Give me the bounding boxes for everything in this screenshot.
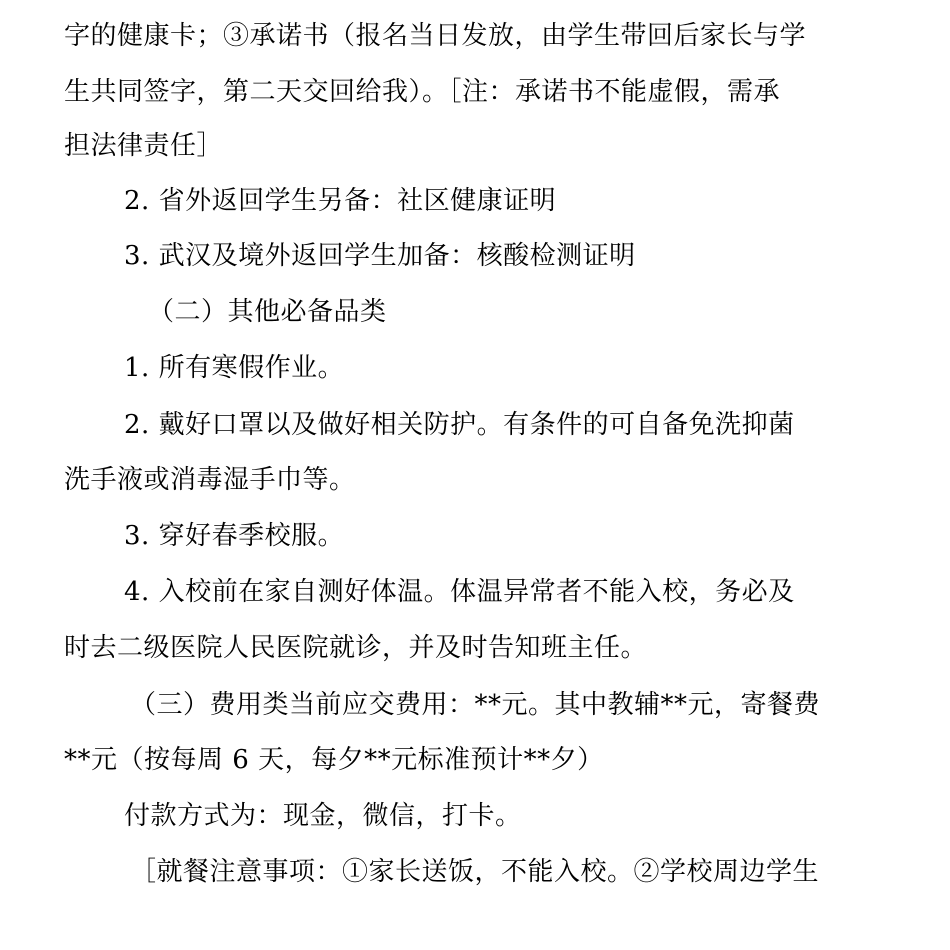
text-line-15: 付款方式为：现金，微信，打卡。	[124, 801, 522, 831]
text-line-7: 1. 所有寒假作业。	[124, 353, 345, 383]
text-line-10: 3. 穿好春季校服。	[124, 521, 345, 551]
text-line-1: 字的健康卡；③承诺书（报名当日发放，由学生带回后家长与学	[64, 21, 807, 51]
section-heading-fees: （三）费用类当前应交费用：**元。其中教辅**元，寄餐费	[130, 690, 821, 720]
text-line-5: 3. 武汉及境外返回学生加备：核酸检测证明	[124, 241, 636, 271]
section-heading-other-items: （二）其他必备品类	[148, 297, 387, 327]
text-line-9: 洗手液或消毒湿手巾等。	[64, 465, 356, 495]
text-line-8: 2. 戴好口罩以及做好相关防护。有条件的可自备免洗抑菌	[124, 410, 795, 440]
text-line-12: 时去二级医院人民医院就诊，并及时告知班主任。	[64, 633, 648, 663]
text-line-2: 生共同签字，第二天交回给我）。［注：承诺书不能虚假，需承	[64, 77, 781, 107]
text-line-3: 担法律责任］	[64, 131, 224, 161]
text-line-11: 4. 入校前在家自测好体温。体温异常者不能入校，务必及	[124, 577, 795, 607]
text-line-4: 2. 省外返回学生另备：社区健康证明	[124, 186, 557, 216]
text-line-16: ［就餐注意事项：①家长送饭，不能入校。②学校周边学生	[130, 857, 820, 887]
text-line-14: **元（按每周 6 天，每夕**元标准预计**夕）	[64, 745, 604, 775]
